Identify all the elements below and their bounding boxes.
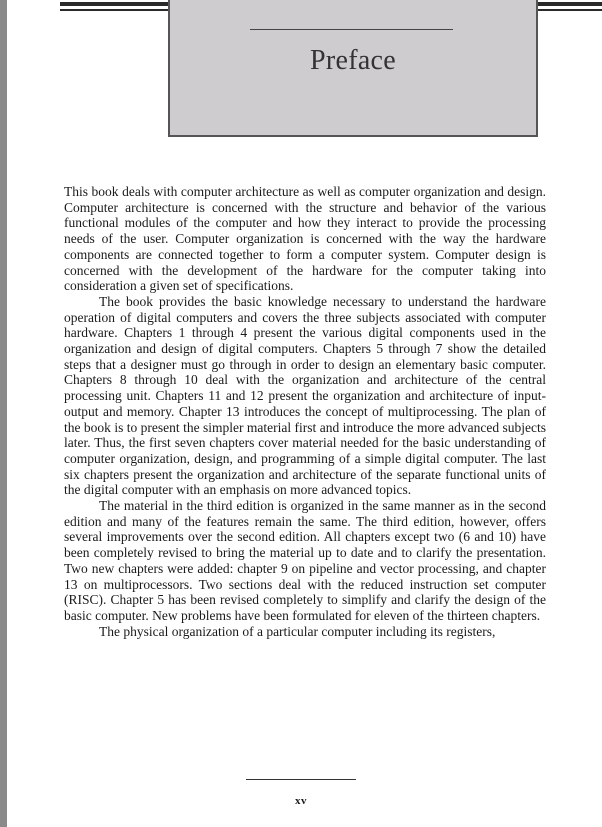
paragraph: The book provides the basic knowledge necessary to understand the hardware operation of digital computers and covers the three subjects associated with computer hardware. Chapters 1 through 4 present the various digital components used in the organization and design of digital computers. Chapters 5 through 7 show the detailed steps that a designer must go through in order to design an elementary basic computer. Chapters 8 through 10 deal with the organization and architecture of the central processing unit. Chapters 11 and 12 present the organization and architecture of input-output and memory. Chapter 13 introduces the concept of multiprocessing. The plan of the book is to present the simpler material first and introduce the more advanced subjects later. Thus, the first seven chapters cover material needed for the basic understanding of computer organization, design, and programming of a simple digital computer. The last six chapters present the organization and architecture of the separate functional units of the digital computer with an emphasis on more advanced topics. <box>64 293 546 498</box>
footer-rule <box>246 779 356 780</box>
paragraph: The material in the third edition is organized in the same manner as in the second edition and many of the features remain the same. The third edition, however, offers several improvements over the second edition. All chapters except two (6 and 10) have been completely revised to bring the material up to date and to clarify the presentation. Two new chapters were added: chapter 9 on pipeline and vector processing, and chapter 13 on multiprocessors. Two sections deal with the reduced instruction set computer (RISC). Chapter 5 has been revised completely to simplify and clarify the design of the basic computer. New problems have been formulated for eleven of the thirteen chapters. <box>64 498 546 623</box>
paragraph: The physical organization of a particular computer including its registers, <box>99 623 496 639</box>
top-rule-left <box>60 2 168 6</box>
chapter-header-box <box>168 0 538 137</box>
body-text <box>64 184 546 639</box>
top-rule-left-thin <box>60 9 168 11</box>
paragraph: This book deals with computer architecture as well as computer organization and design. Computer architecture is concerned with the structure and behavior of the various functional modules of the computer and how they interact to provide the processing needs of the user. Computer organization is concerned with the way the hardware components are connected together to form a computer system. Computer design is concerned with the development of the hardware for the computer taking into consideration a given set of specifications. <box>64 184 546 294</box>
top-rule-right <box>538 2 602 6</box>
header-rule <box>250 29 453 30</box>
left-page-edge <box>0 0 7 827</box>
page-number: xv <box>295 795 307 807</box>
page-title: Preface <box>309 45 397 76</box>
top-rule-right-thin <box>538 9 602 11</box>
